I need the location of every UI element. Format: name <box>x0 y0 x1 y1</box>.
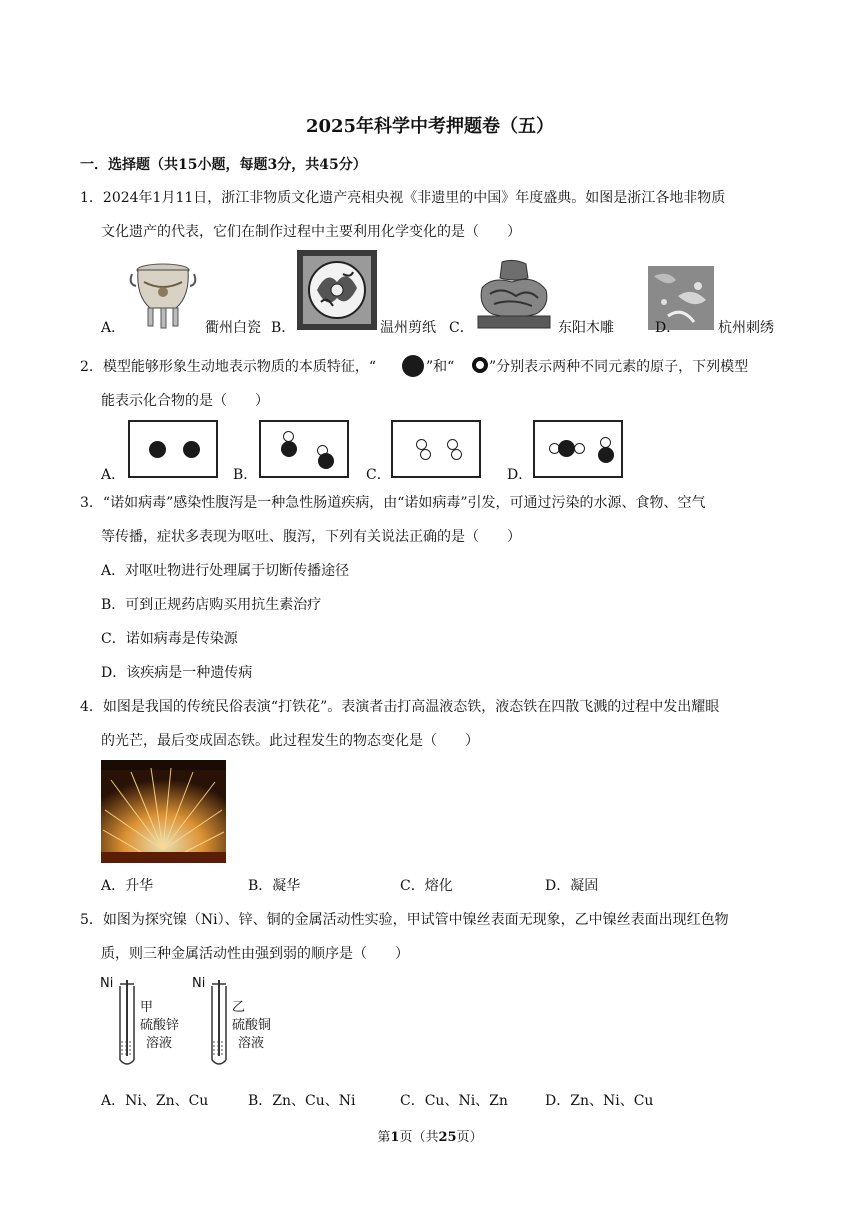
q1-line2: 文化遗产的代表，它们在制作过程中主要利用化学变化的是（ ） <box>101 224 521 240</box>
q3-line1: 3．“诺如病毒”感染性腹泻是一种急性肠道疾病，由“诺如病毒”引发，可通过污染的水源、食物、空气 <box>80 495 706 511</box>
iron-flower-image <box>101 760 226 863</box>
model-box-b <box>259 420 349 478</box>
page-title: 2025年科学中考押题卷（五） <box>305 116 555 137</box>
section-heading: 一．选择题（共15小题，每题3分，共45分） <box>80 157 367 173</box>
q5-option-d: D．Zn、Ni、Cu <box>545 1093 654 1109</box>
q1-option-c-label: 东阳木雕 <box>558 320 614 336</box>
q1-option-a-label: 衢州白瓷 <box>205 320 261 336</box>
footer-prefix: 第 <box>377 1130 391 1145</box>
wood-carving-image <box>472 258 556 330</box>
tube2-solution-label: 硫酸铜 <box>232 1018 272 1033</box>
q2-option-b-letter: B． <box>233 467 258 483</box>
porcelain-image <box>128 256 198 330</box>
q1-option-c-letter: C． <box>449 320 474 336</box>
q2-line2: 能表示化合物的是（ ） <box>101 393 269 409</box>
dark-atom-icon <box>402 355 424 377</box>
tube1-metal-label: Ni <box>100 976 114 991</box>
q4-option-b: B．凝华 <box>248 878 301 894</box>
q3-option-b: B．可到正规药店购买用抗生素治疗 <box>101 597 322 613</box>
tube2-metal-label: Ni <box>192 976 206 991</box>
q4-option-c: C．熔化 <box>400 878 453 894</box>
q3-option-c: C．诺如病毒是传染源 <box>101 631 238 647</box>
q1-option-d-letter: D． <box>655 320 681 336</box>
light-atom <box>574 443 585 454</box>
dark-atom <box>598 447 614 463</box>
paper-cut-image <box>297 250 377 330</box>
q1-option-a-letter: A． <box>101 320 126 336</box>
q2-option-a-letter: A． <box>101 467 126 483</box>
q2-option-d-letter: D． <box>507 467 533 483</box>
q5-line1: 5．如图为探究镍（Ni）、锌、铜的金属活动性实验，甲试管中镍丝表面无现象，乙中镍丝表面出现红色物 <box>80 912 729 928</box>
tube2-name-label: 乙 <box>232 1000 246 1015</box>
model-box-d <box>533 420 623 478</box>
dark-atom <box>281 441 297 457</box>
q1-option-b-letter: B． <box>271 320 296 336</box>
q1-line1: 1．2024年1月11日，浙江非物质文化遗产亮相央视《非遗里的中国》年度盛典。如图是浙江各地非物质 <box>80 190 726 206</box>
q3-option-d: D．该疾病是一种遗传病 <box>101 665 253 681</box>
dark-atom <box>149 441 166 458</box>
q5-line2: 质，则三种金属活动性由强到弱的顺序是（ ） <box>101 946 409 962</box>
q4-line1: 4．如图是我国的传统民俗表演“打铁花”。表演者击打高温液态铁，液态铁在四散飞溅的过程中发出耀眼 <box>80 699 720 715</box>
q1-option-d-label: 杭州刺绣 <box>718 320 774 336</box>
tube1-solution-suffix: 溶液 <box>146 1036 173 1051</box>
footer-page-number: 1 <box>390 1130 400 1145</box>
tube2-solution-suffix: 溶液 <box>238 1036 265 1051</box>
q2-line1-part-a: 2．模型能够形象生动地表示物质的本质特征，“ <box>80 359 377 375</box>
q2-line1-part-b: ”和“ <box>426 359 455 375</box>
q4-option-d: D．凝固 <box>545 878 599 894</box>
q2-option-c-letter: C． <box>366 467 391 483</box>
footer-total-pages: 25 <box>438 1130 457 1145</box>
q5-option-b: B．Zn、Cu、Ni <box>248 1093 356 1109</box>
q1-option-b-label: 温州剪纸 <box>380 320 436 336</box>
model-box-c <box>391 420 481 478</box>
tube1-name-label: 甲 <box>140 1000 154 1015</box>
footer-suffix: 页） <box>456 1130 483 1145</box>
q3-option-a: A．对呕吐物进行处理属于切断传播途径 <box>101 563 350 579</box>
q4-line2: 的光芒，最后变成固态铁。此过程发生的物态变化是（ ） <box>101 733 479 749</box>
model-box-a <box>128 420 218 478</box>
q3-line2: 等传播，症状多表现为呕吐、腹泻，下列有关说法正确的是（ ） <box>101 529 521 545</box>
q2-line1-part-c: ”分别表示两种不同元素的原子，下列模型 <box>489 359 749 375</box>
dark-atom <box>183 441 200 458</box>
light-atom <box>420 449 431 460</box>
q5-option-c: C．Cu、Ni、Zn <box>400 1093 508 1109</box>
ring-atom-icon <box>472 357 488 373</box>
dark-atom <box>558 440 575 457</box>
test-tube-diagram <box>100 976 280 1072</box>
page-footer <box>0 1128 860 1148</box>
q5-option-a: A．Ni、Zn、Cu <box>101 1093 209 1109</box>
footer-middle: 页（共 <box>399 1130 439 1145</box>
tube1-solution-label: 硫酸锌 <box>140 1018 180 1033</box>
light-atom <box>451 449 462 460</box>
q4-option-a: A．升华 <box>101 878 154 894</box>
dark-atom <box>318 453 334 469</box>
